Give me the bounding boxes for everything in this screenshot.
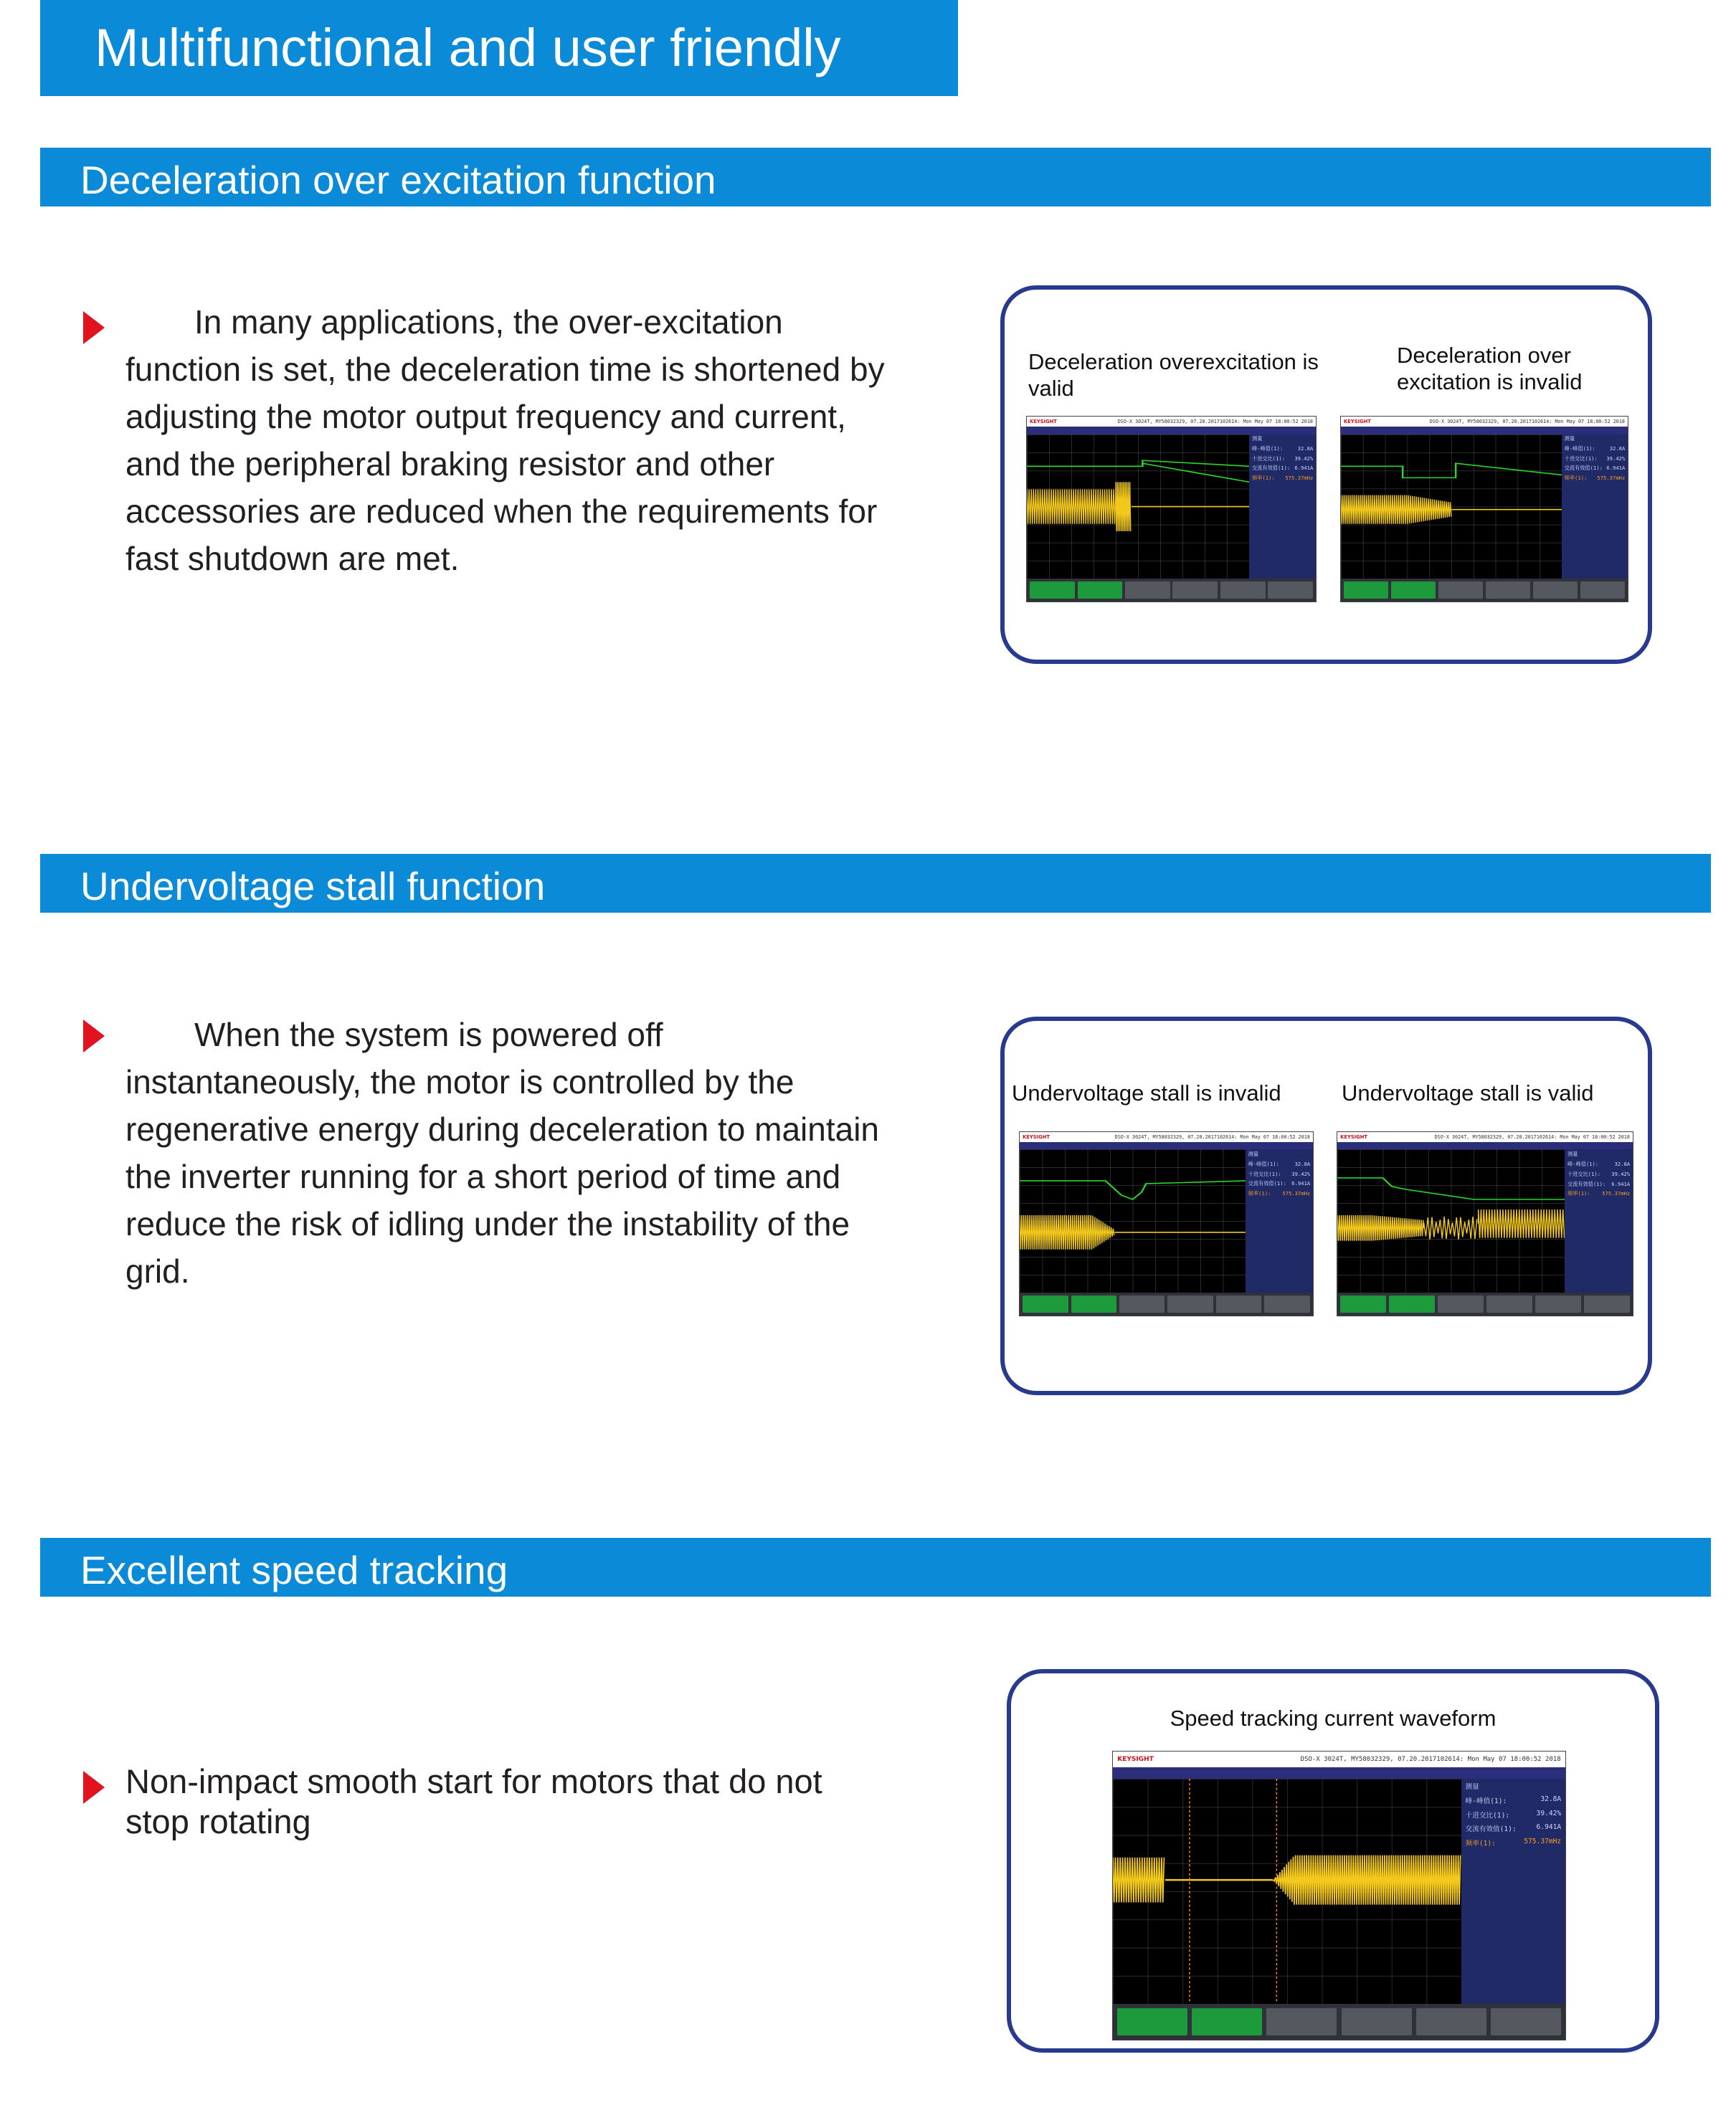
scope-waveform-area: [1337, 1149, 1565, 1293]
bullet-icon: [83, 311, 105, 344]
scope-header: [1341, 417, 1628, 427]
scope-waveform-area: [1027, 434, 1249, 579]
caption-speed-tracking: Speed tracking current waveform: [1170, 1706, 1497, 1731]
meas-row: 交流有效值(1): 6.941A: [1465, 1823, 1562, 1834]
section-title-speed-tracking: Excellent speed tracking: [40, 1538, 1711, 1597]
meas-row: 频率(1): 575.37mHz: [1564, 474, 1626, 481]
waveform-panel-undervoltage: [1000, 1017, 1652, 1395]
scope-header: [1020, 1132, 1313, 1142]
waveform-panel-deceleration: [1000, 285, 1652, 664]
meas-row: 十进交比(1): 39.42%: [1248, 1170, 1311, 1177]
meas-row: 频率(1): 575.37mHz: [1567, 1190, 1631, 1197]
scope-screenshot: [1340, 416, 1628, 602]
scope-waveform-area: [1113, 1779, 1461, 2004]
scope-header: [1027, 417, 1316, 427]
keysight-logo: KEYSIGHT: [1117, 1756, 1154, 1764]
scope-softkeys: [1113, 2004, 1565, 2040]
meas-row: 交流有效值(1): 6.941A: [1252, 465, 1314, 472]
scope-waveform-area: [1020, 1149, 1246, 1293]
waveform-trace: [1020, 1149, 1246, 1293]
waveform-trace: [1027, 434, 1249, 579]
scope-measurements: [1249, 434, 1316, 579]
meas-row: 峰-峰值(1): 32.8A: [1252, 445, 1314, 452]
waveform-panel-speed-tracking: [1007, 1669, 1659, 2053]
scope-screenshot: [1337, 1131, 1633, 1316]
meas-row: 十进交比(1): 39.42%: [1252, 455, 1314, 462]
bullet-icon: [83, 1020, 105, 1052]
scope-measurements: [1565, 1149, 1633, 1293]
meas-title: 测量: [1567, 1151, 1578, 1158]
scope-header: [1113, 1752, 1565, 1767]
scope-status-bar: [1341, 427, 1628, 434]
meas-row: 频率(1): 575.37mHz: [1252, 475, 1314, 482]
scope-softkeys: [1341, 579, 1628, 602]
keysight-logo: KEYSIGHT: [1023, 1134, 1050, 1141]
section-title-undervoltage: Undervoltage stall function: [40, 854, 1711, 913]
paragraph-text: In many applications, the over-excitation function is set, the deceleration time is shortened by adjusting the motor output frequency and current, and the peripheral braking resistor and other accessories are reduced when the requirements for fast shutdown are met.: [125, 303, 885, 577]
meas-row: 十进交比(1): 39.42%: [1564, 455, 1626, 462]
paragraph-speed-tracking: Non-impact smooth start for motors that do not stop rotating: [125, 1762, 822, 1840]
scope-softkeys: [1337, 1293, 1633, 1316]
scope-softkeys: [1027, 579, 1316, 602]
meas-row: 交流有效值(1): 6.941A: [1564, 465, 1626, 472]
meas-row: 十进交比(1): 39.42%: [1465, 1809, 1562, 1820]
meas-row: 频率(1): 575.37mHz: [1465, 1838, 1562, 1848]
waveform-trace: [1337, 1149, 1565, 1293]
meas-row: 峰-峰值(1): 32.8A: [1248, 1160, 1311, 1167]
scope-waveform-area: [1341, 434, 1562, 579]
scope-screenshot: [1026, 416, 1317, 602]
scope-measurements: [1562, 434, 1628, 579]
scope-status-bar: [1020, 1142, 1313, 1149]
paragraph-text: When the system is powered off instantaneously, the motor is controlled by the regenerative energy during deceleration to maintain the inverter running for a short period of time and reduce the risk of idling under the instability of the grid.: [125, 1016, 879, 1290]
scope-screenshot-large: [1112, 1751, 1566, 2040]
scope-softkeys: [1020, 1293, 1313, 1316]
page-title: Multifunctional and user friendly: [40, 0, 958, 96]
keysight-logo: KEYSIGHT: [1344, 419, 1371, 425]
waveform-trace: [1341, 434, 1562, 579]
meas-row: 交流有效值(1): 6.941A: [1567, 1180, 1631, 1187]
section-title-deceleration: Deceleration over excitation function: [40, 148, 1711, 206]
paragraph-undervoltage: [125, 1011, 886, 1295]
meas-row: 十进交比(1): 39.42%: [1567, 1170, 1631, 1177]
paragraph-deceleration: [125, 298, 886, 582]
scope-model-line: DSO-X 3024T, MY58032329, 07.20.2017102614: Mon May 07 18:00:52 2018: [1300, 1756, 1561, 1764]
scope-model-line: DSO-X 3024T, MY58032329, 07.20.2017102614: Mon May 07 18:00:52 2018: [1117, 419, 1313, 425]
scope-model-line: DSO-X 3024T, MY58032329, 07.20.2017102614: Mon May 07 18:00:52 2018: [1114, 1134, 1310, 1141]
meas-title: 测量: [1248, 1151, 1259, 1158]
caption-undervoltage-valid: Undervoltage stall is valid: [1342, 1080, 1594, 1106]
waveform-trace: [1113, 1779, 1461, 2004]
scope-screenshot: [1019, 1131, 1314, 1316]
caption-undervoltage-invalid: Undervoltage stall is invalid: [1012, 1080, 1281, 1106]
scope-measurements: [1461, 1779, 1565, 2004]
meas-row: 峰-峰值(1): 32.8A: [1465, 1795, 1562, 1805]
scope-model-line: DSO-X 3024T, MY58032329, 07.20.2017102614: Mon May 07 18:00:52 2018: [1429, 419, 1625, 425]
caption-overexcitation-valid: Deceleration overexcitation is valid: [1028, 349, 1319, 401]
scope-status-bar: [1113, 1767, 1565, 1779]
meas-title: 测量: [1564, 435, 1575, 442]
scope-model-line: DSO-X 3024T, MY58032329, 07.20.2017102614: Mon May 07 18:00:52 2018: [1434, 1134, 1630, 1141]
meas-row: 峰-峰值(1): 32.8A: [1567, 1160, 1631, 1167]
scope-status-bar: [1337, 1142, 1633, 1149]
meas-row: 峰-峰值(1): 32.8A: [1564, 445, 1626, 452]
scope-status-bar: [1027, 427, 1316, 434]
meas-title: 测量: [1252, 435, 1263, 442]
bullet-icon: [83, 1771, 105, 1804]
caption-overexcitation-invalid: Deceleration over excitation is invalid: [1397, 343, 1583, 394]
keysight-logo: KEYSIGHT: [1340, 1134, 1368, 1141]
scope-header: [1337, 1132, 1633, 1142]
scope-measurements: [1246, 1149, 1313, 1293]
keysight-logo: KEYSIGHT: [1030, 419, 1057, 425]
meas-title: 测量: [1465, 1783, 1479, 1792]
meas-row: 频率(1): 575.37mHz: [1248, 1190, 1311, 1197]
meas-row: 交流有效值(1): 6.941A: [1248, 1180, 1311, 1187]
